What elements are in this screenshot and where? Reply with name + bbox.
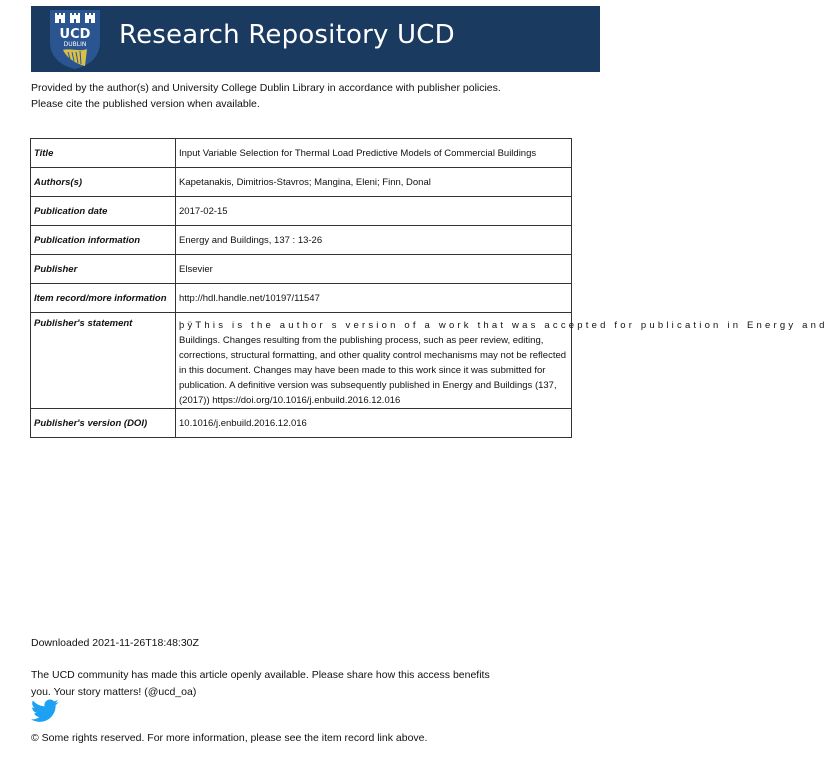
table-row bbox=[31, 139, 572, 168]
record-table bbox=[30, 138, 828, 438]
crest-ucd-text: UCD bbox=[59, 27, 91, 42]
publication-info-label: Publication information bbox=[31, 226, 176, 255]
title-label: Title bbox=[31, 139, 176, 168]
table-row bbox=[31, 284, 572, 313]
download-timestamp: Downloaded 2021-11-26T18:48:30Z bbox=[31, 637, 199, 649]
provenance-notice: Provided by the author(s) and University College Dublin Library in accordance with publisher policies. Please cite the published version when available. bbox=[31, 82, 501, 110]
rights-notice: © Some rights reserved. For more information, please see the item record link above. bbox=[31, 732, 428, 744]
ucd-crest-icon bbox=[48, 8, 102, 70]
publication-info-value: Energy and Buildings, 137 : 13-26 bbox=[176, 226, 572, 255]
item-record-link[interactable]: http://hdl.handle.net/10197/11547 bbox=[176, 284, 572, 313]
repository-banner bbox=[31, 6, 600, 72]
doi-label: Publisher's version (DOI) bbox=[31, 409, 176, 438]
authors-value: Kapetanakis, Dimitrios-Stavros; Mangina, Eleni; Finn, Donal bbox=[176, 168, 572, 197]
table-row bbox=[31, 226, 572, 255]
authors-label: Authors(s) bbox=[31, 168, 176, 197]
banner-title: Research Repository UCD bbox=[119, 20, 455, 50]
table-row bbox=[31, 313, 572, 409]
table-row bbox=[31, 409, 572, 438]
statement-value bbox=[176, 313, 828, 409]
title-value: Input Variable Selection for Thermal Load Predictive Models of Commercial Buildings bbox=[176, 139, 572, 168]
publication-date-label: Publication date bbox=[31, 197, 176, 226]
publication-date-value: 2017-02-15 bbox=[176, 197, 572, 226]
table-row bbox=[31, 168, 572, 197]
crest-dublin-text: DUBLIN bbox=[63, 41, 87, 48]
statement-first-line: þÿThis is the author s version of a work that was accepted for publication in Energy and bbox=[179, 320, 828, 331]
publisher-value: Elsevier bbox=[176, 255, 572, 284]
statement-rest: Buildings. Changes resulting from the publishing process, such as peer review, editing, corrections, structural formatting, and other quality control mechanisms may not be reflected in this document. Changes may have been made to this work since it was submitted for publication. A definitive version was subsequently published in Energy and Buildings (137, (2017)) https://doi.org/10.1016/j.enbuild.2016.12.016 bbox=[179, 335, 567, 406]
doi-value[interactable]: 10.1016/j.enbuild.2016.12.016 bbox=[176, 409, 572, 438]
item-record-label: Item record/more information bbox=[31, 284, 176, 313]
statement-label: Publisher's statement bbox=[31, 313, 176, 409]
twitter-bird-icon[interactable] bbox=[31, 699, 59, 723]
table-row bbox=[31, 197, 572, 226]
table-row bbox=[31, 255, 572, 284]
publisher-label: Publisher bbox=[31, 255, 176, 284]
community-message: The UCD community has made this article openly available. Please share how this access benefits you. Your story matters! (@ucd_oa) bbox=[31, 669, 490, 698]
